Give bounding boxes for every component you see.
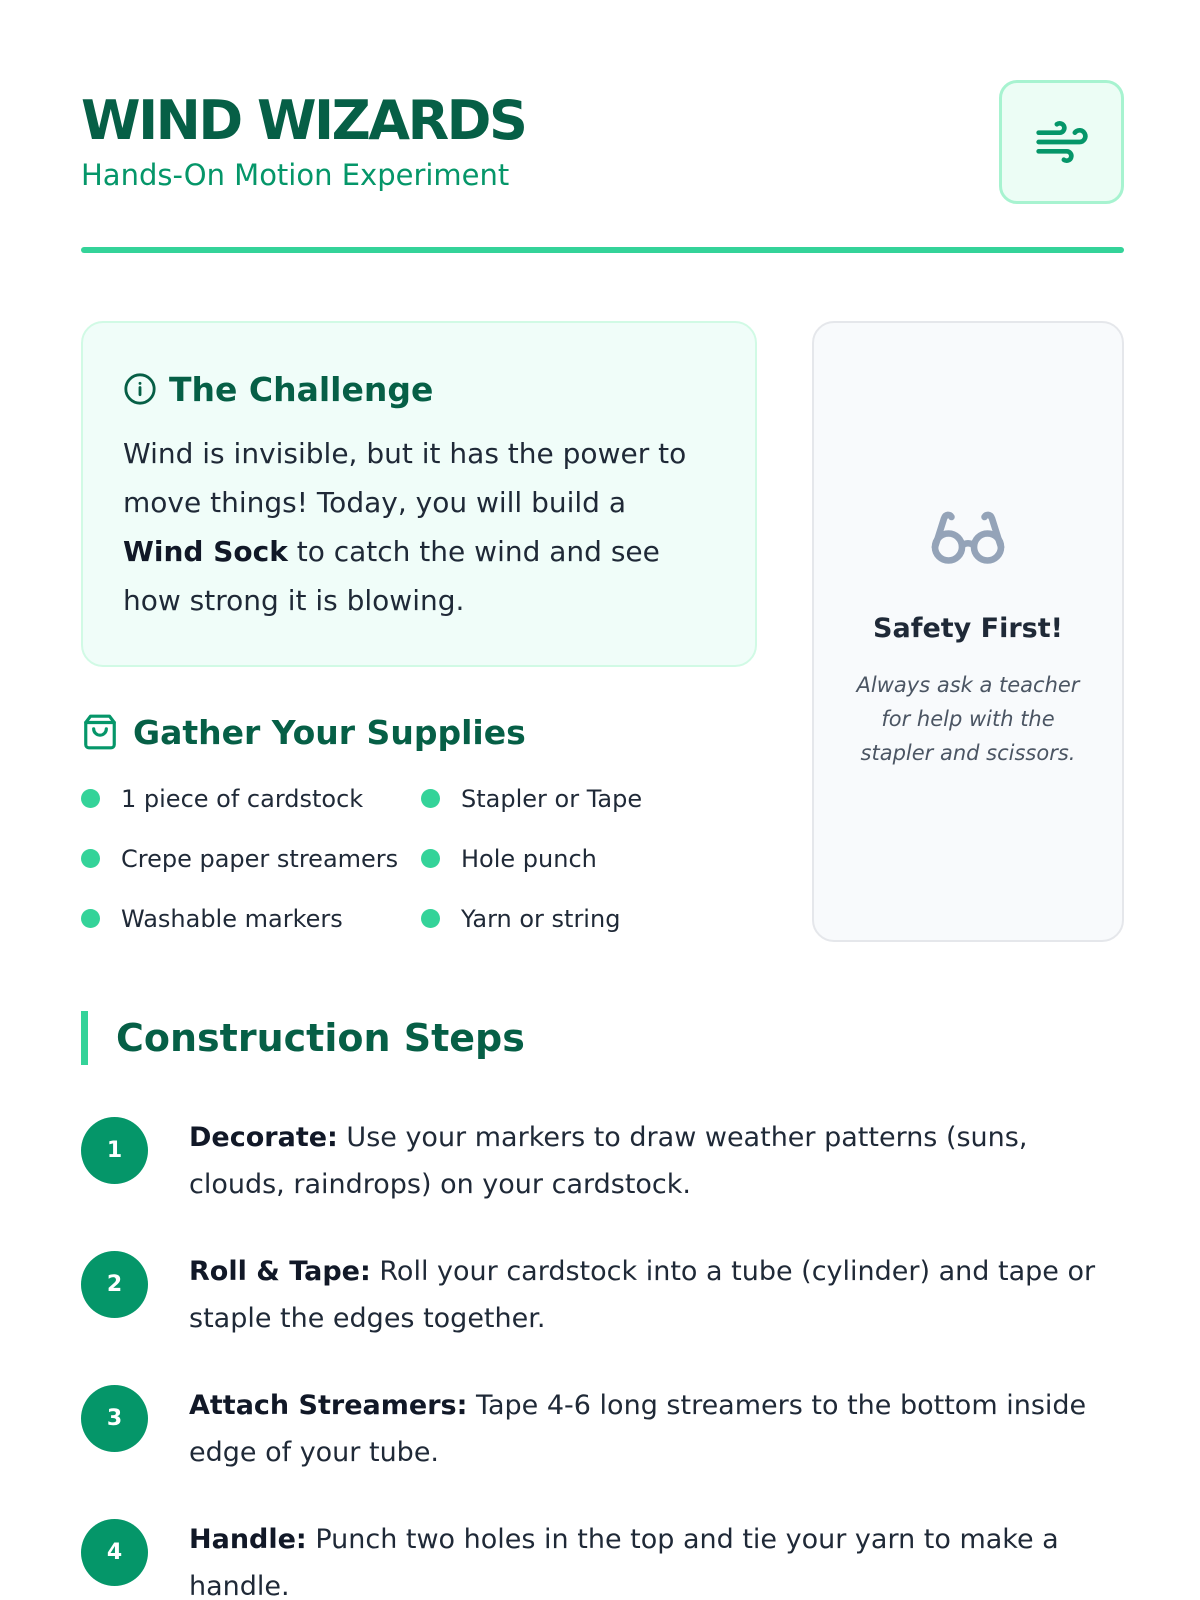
bullet-dot bbox=[81, 849, 100, 868]
step-number: 2 bbox=[81, 1251, 148, 1318]
bullet-dot bbox=[421, 909, 440, 928]
supply-item: Hole punch bbox=[421, 837, 761, 880]
challenge-card bbox=[81, 321, 757, 667]
safety-text: Always ask a teacher for help with the stapler and scissors. bbox=[856, 673, 1080, 765]
supply-item: Yarn or string bbox=[421, 897, 761, 940]
supplies-list bbox=[81, 777, 781, 940]
supply-item: Crepe paper streamers bbox=[81, 837, 421, 880]
steps-heading bbox=[81, 1011, 525, 1065]
wind-badge bbox=[999, 80, 1124, 204]
header-divider bbox=[81, 247, 1124, 253]
steps-list bbox=[81, 1114, 1124, 1600]
bullet-dot bbox=[81, 789, 100, 808]
step-text: Roll & Tape: Roll your cardstock into a tube (cylinder) and tape or staple the edges together. bbox=[189, 1256, 1096, 1334]
steps-title: Construction Steps bbox=[116, 1016, 525, 1060]
safety-title: Safety First! bbox=[873, 613, 1063, 644]
step-item bbox=[81, 1516, 1124, 1600]
shopping-bag-icon bbox=[81, 713, 119, 751]
supply-item: 1 piece of cardstock bbox=[81, 777, 421, 820]
page-subtitle: Hands-On Motion Experiment bbox=[81, 158, 510, 192]
supplies-heading bbox=[81, 710, 526, 754]
step-item bbox=[81, 1382, 1124, 1516]
step-item bbox=[81, 1114, 1124, 1248]
challenge-text: Wind is invisible, but it has the power to move things! Today, you will build a Wind Sock to catch the wind and see how strong it is blowing. bbox=[123, 437, 687, 617]
bullet-dot bbox=[421, 789, 440, 808]
wind-icon bbox=[1030, 114, 1094, 170]
page-header bbox=[81, 80, 1124, 204]
challenge-title: The Challenge bbox=[169, 369, 434, 409]
bullet-dot bbox=[421, 849, 440, 868]
step-text: Attach Streamers: Tape 4-6 long streamers to the bottom inside edge of your tube. bbox=[189, 1390, 1087, 1468]
info-icon bbox=[123, 372, 157, 406]
step-number: 1 bbox=[81, 1117, 148, 1184]
step-text: Decorate: Use your markers to draw weather patterns (suns, clouds, raindrops) on your cardstock. bbox=[189, 1122, 1028, 1200]
bullet-dot bbox=[81, 909, 100, 928]
page-title: WIND WIZARDS bbox=[81, 89, 526, 152]
supply-item: Washable markers bbox=[81, 897, 421, 940]
supply-item: Stapler or Tape bbox=[421, 777, 761, 820]
challenge-heading bbox=[123, 367, 715, 411]
supplies-title: Gather Your Supplies bbox=[133, 712, 526, 752]
step-text: Handle: Punch two holes in the top and tie your yarn to make a handle. bbox=[189, 1524, 1059, 1600]
safety-card bbox=[812, 321, 1124, 942]
glasses-icon bbox=[929, 508, 1007, 568]
step-item bbox=[81, 1248, 1124, 1382]
step-number: 4 bbox=[81, 1519, 148, 1586]
challenge-highlight: Wind Sock bbox=[123, 535, 288, 568]
step-number: 3 bbox=[81, 1385, 148, 1452]
